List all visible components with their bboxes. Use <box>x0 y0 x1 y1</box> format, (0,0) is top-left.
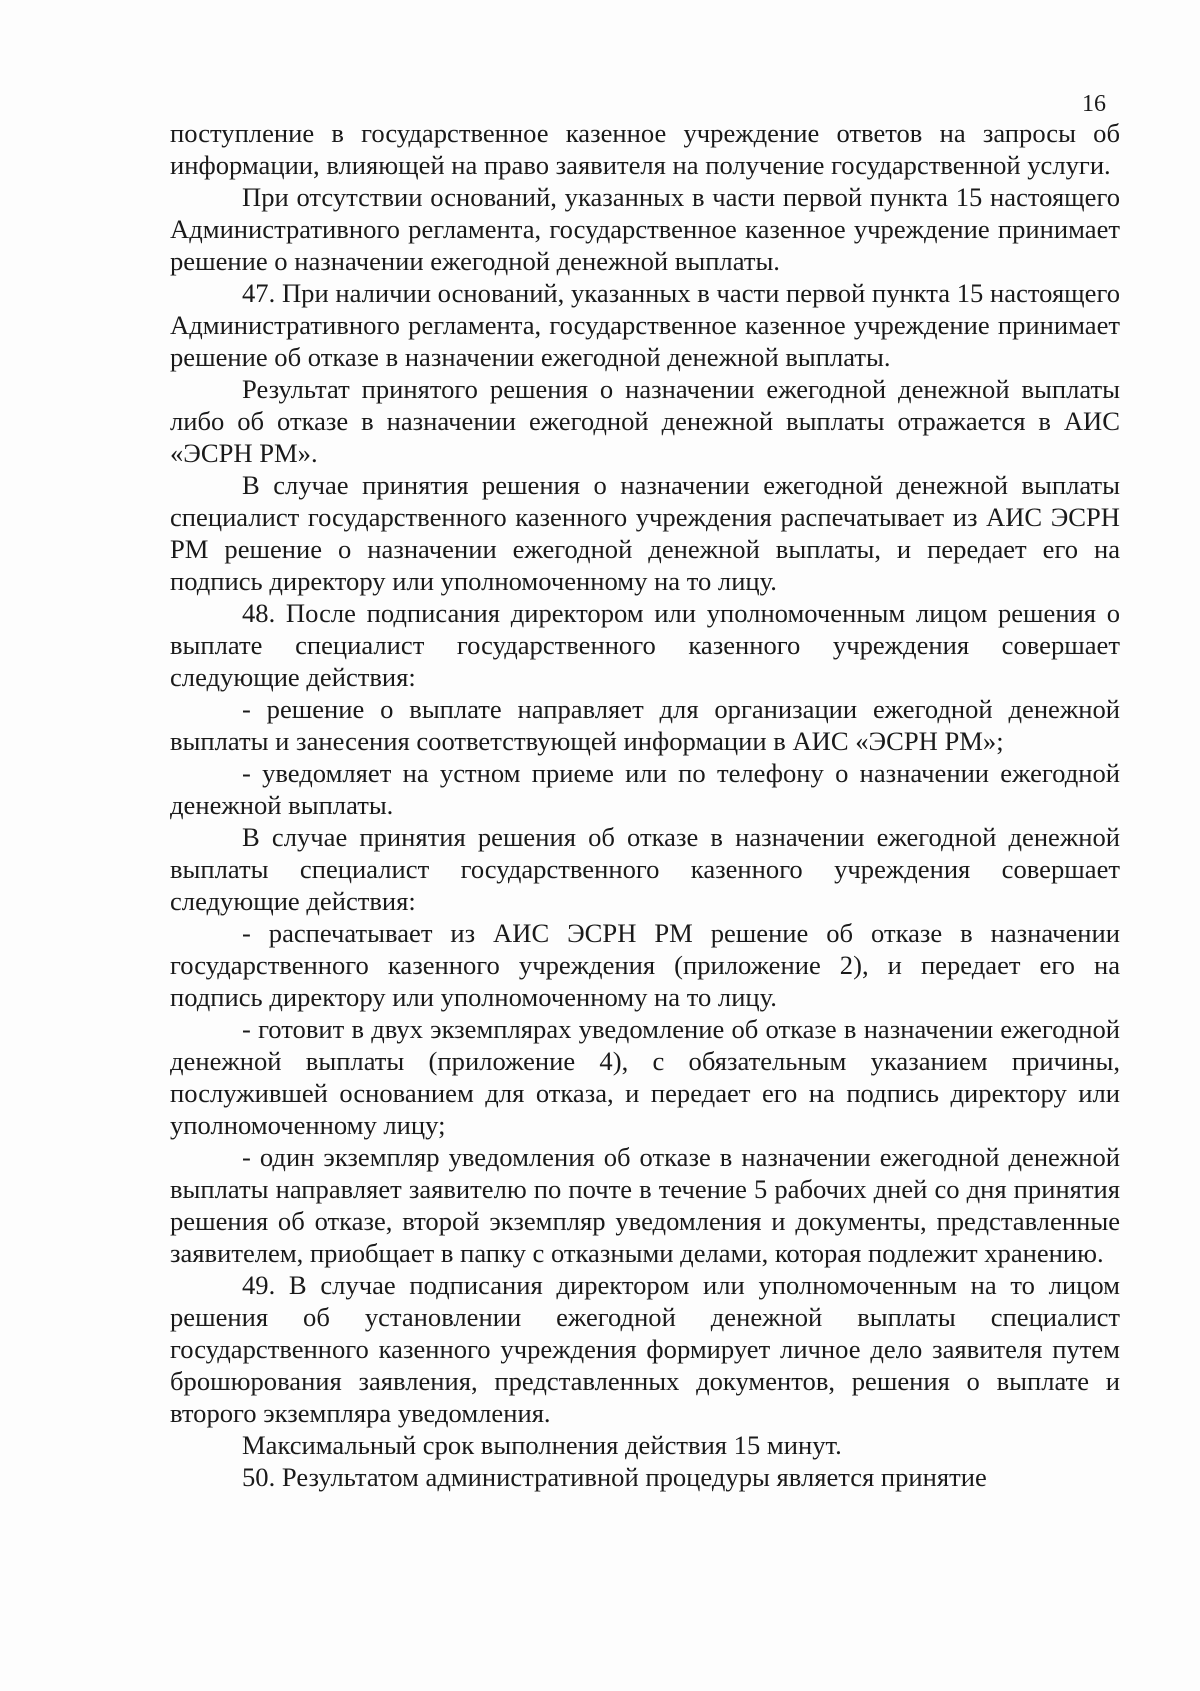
paragraph-continuation: поступление в государственное казенное учреждение ответов на запросы об информации, влияющей на право заявителя на получение государственной услуги. <box>170 118 1120 180</box>
paragraph-decision-result: Результат принятого решения о назначении ежегодной денежной выплаты либо об отказе в назначении ежегодной денежной выплаты отражается в АИС «ЭСРН РМ». <box>170 374 1120 468</box>
paragraph-max-time: Максимальный срок выполнения действия 15 минут. <box>242 1430 842 1460</box>
list-item-payment-decision: - решение о выплате направляет для организации ежегодной денежной выплаты и занесения соответствующей информации в АИС «ЭСРН РМ»; <box>170 694 1120 756</box>
paragraph-decision-print: В случае принятия решения о назначении ежегодной денежной выплаты специалист государственного казенного учреждения распечатывает из АИС ЭСРН РМ решение о назначении ежегодной денежной выплаты, и передает его на подпись директору или уполномоченному на то лицу. <box>170 470 1120 596</box>
list-item-send-notice: - один экземпляр уведомления об отказе в назначении ежегодной денежной выплаты направляет заявителю по почте в течение 5 рабочих дней со дня принятия решения об отказе, второй экземпляр уведомления и документы, представленные заявителем, приобщает в папку с отказными делами, которая подлежит хранению. <box>170 1142 1120 1268</box>
list-item-notify: - уведомляет на устном приеме или по телефону о назначении ежегодной денежной выплаты. <box>170 758 1120 820</box>
paragraph-49: 49. В случае подписания директором или уполномоченным на то лицом решения об установлении ежегодной денежной выплаты специалист государственного казенного учреждения формирует личное дело заявителя путем брошюрования заявления, представленных документов, решения о выплате и второго экземпляра уведомления. <box>170 1270 1120 1428</box>
paragraph-50: 50. Результатом административной процедуры является принятие <box>242 1462 987 1492</box>
paragraph-47: 47. При наличии оснований, указанных в части первой пункта 15 настоящего Административного регламента, государственное казенное учреждение принимает решение об отказе в назначении ежегодной денежной выплаты. <box>170 278 1120 372</box>
list-item-prepare-notice: - готовит в двух экземплярах уведомление об отказе в назначении ежегодной денежной выплаты (приложение 4), с обязательным указанием причины, послужившей основанием для отказа, и передает его на подпись директору или уполномоченному лицу; <box>170 1014 1120 1140</box>
list-item-print-refusal: - распечатывает из АИС ЭСРН РМ решение об отказе в назначении государственного казенного учреждения (приложение 2), и передает его на подпись директору или уполномоченному на то лицу. <box>170 918 1120 1012</box>
page-number: 16 <box>1082 91 1106 117</box>
paragraph-refusal-case: В случае принятия решения об отказе в назначении ежегодной денежной выплаты специалист государственного казенного учреждения совершает следующие действия: <box>170 822 1120 916</box>
document-body <box>170 117 1120 1493</box>
paragraph-no-grounds: При отсутствии оснований, указанных в части первой пункта 15 настоящего Административного регламента, государственное казенное учреждение принимает решение о назначении ежегодной денежной выплаты. <box>170 182 1120 276</box>
paragraph-48: 48. После подписания директором или уполномоченным лицом решения о выплате специалист государственного казенного учреждения совершает следующие действия: <box>170 598 1120 692</box>
